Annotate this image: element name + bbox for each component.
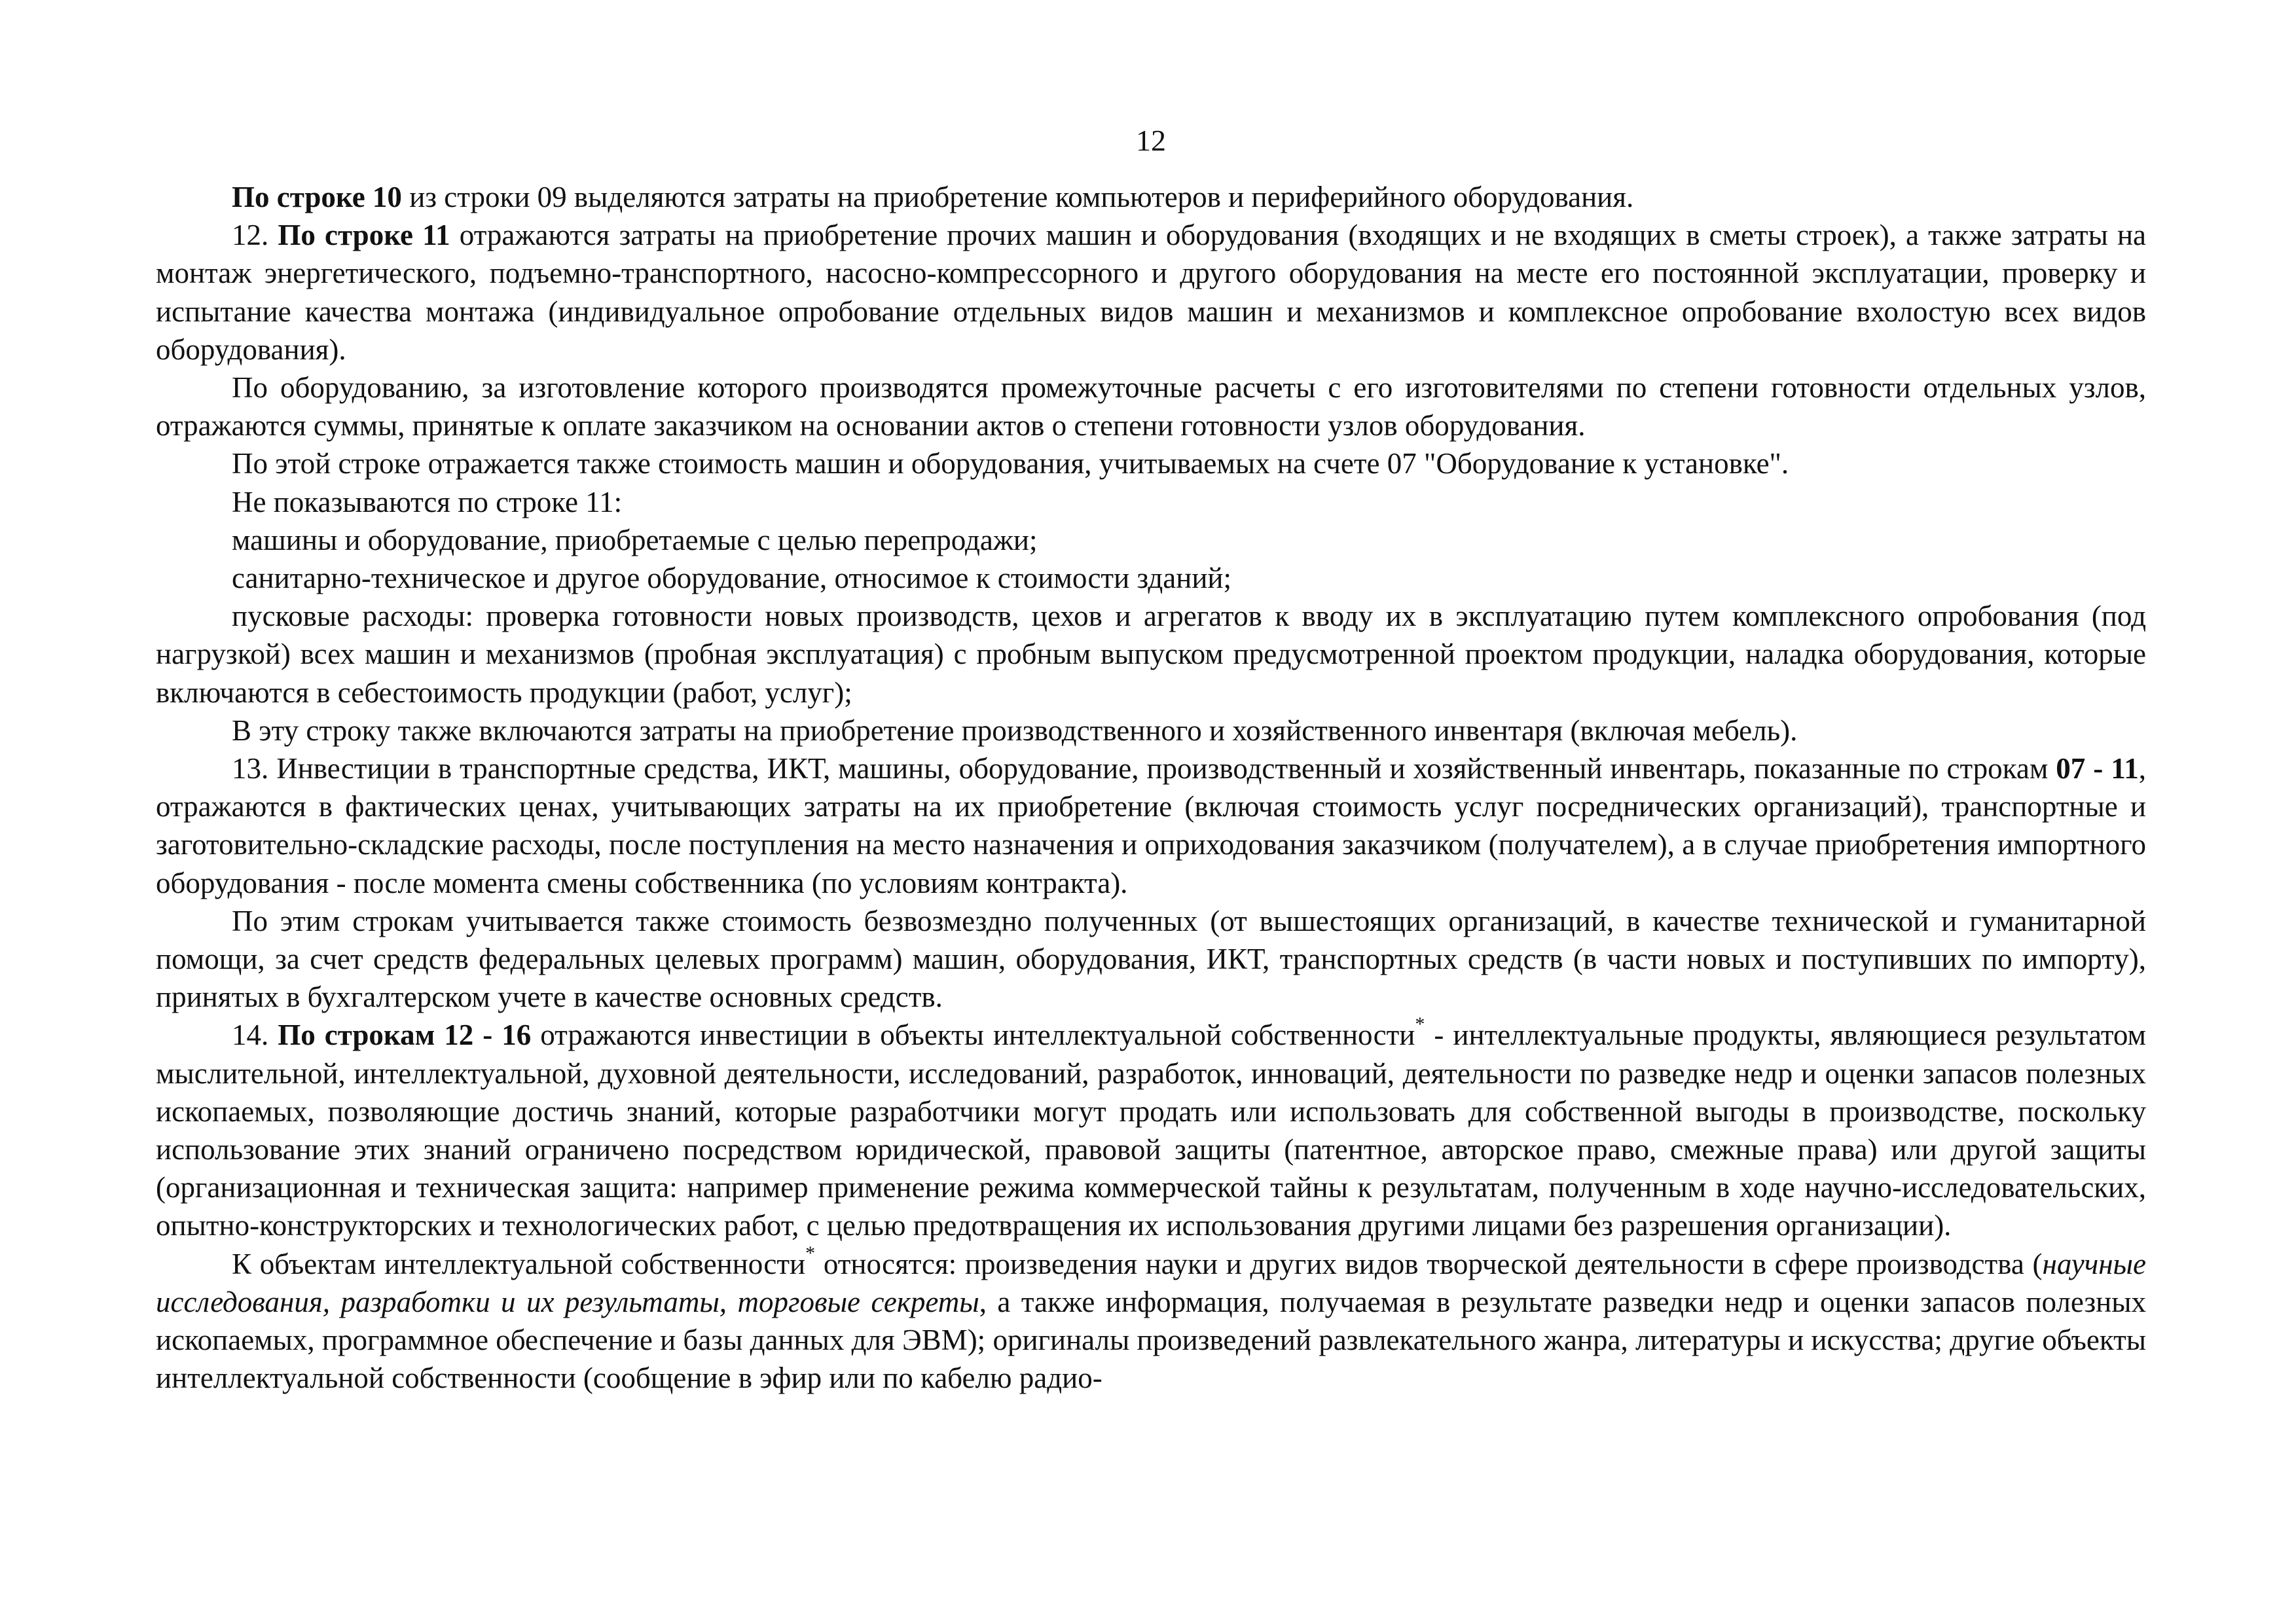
paragraph-line-10: По строке 10 из строки 09 выделяются затраты на приобретение компьютеров и периферийного оборудования. <box>232 181 1634 213</box>
list-item-resale: машины и оборудование, приобретаемые с целью перепродажи; <box>232 523 1038 556</box>
footnote-star-2: * <box>805 1242 816 1264</box>
paragraph-gratuitous: По этим строкам учитывается также стоимость безвозмездно полученных (от вышестоящих организаций, в качестве технической и гуманитарной помощи, за счет средств федеральных целевых программ) машин, оборудования, ИКТ, транспортных средств (в части новых и поступивших по импорту), принятых в бухгалтерском учете в качестве основных средств. <box>156 904 2146 1014</box>
list-item-startup-costs: пусковые расходы: проверка готовности новых производств, цехов и агрегатов к вводу их в эксплуатацию путем комплексного опробования (под нагрузкой) всех машин и механизмов (пробная эксплуатация) с пробным выпуском предусмотренной проектом продукции, наладка оборудования, которые включаются в себестоимость продукции (работ, услуг); <box>156 600 2146 709</box>
paragraph-not-shown: Не показываются по строке 11: <box>232 485 623 518</box>
list-item-sanitary: санитарно-техническое и другое оборудование, относимое к стоимости зданий; <box>232 562 1232 595</box>
paragraph-equipment-settlements: По оборудованию, за изготовление которого производятся промежуточные расчеты с его изготовителями по степени готовности отдельных узлов, отражаются суммы, принятые к оплате заказчиком на основании актов о степени готовности узлов оборудования. <box>156 371 2146 442</box>
document-page <box>156 0 2146 1624</box>
paragraph-ip-objects: К объектам интеллектуальной собственности* относятся: произведения науки и других видов творческой деятельности в сфере производства (научные исследования, разработки и их результаты, торговые секреты, а также информация, получаемая в результате разведки недр и оценки запасов полезных ископаемых, программное обеспечение и базы данных для ЭВМ); оригиналы произведений развлекательного жанра, литературы и искусства; другие объекты интеллектуальной собственности (сообщение в эфир или по кабелю радио- <box>156 1242 2146 1395</box>
bold-ref-line-11: По строке 11 <box>278 219 450 252</box>
italic-examples: научные исследования, разработки и их результаты, торговые секреты <box>156 1247 2146 1318</box>
bold-ref-line-10: По строке 10 <box>232 181 402 213</box>
paragraph-item-13: 13. Инвестиции в транспортные средства, ИКТ, машины, оборудование, производственный и хозяйственный инвентарь, показанные по строкам 07 - 11, отражаются в фактических ценах, учитывающих затраты на их приобретение (включая стоимость услуг посреднических организаций), транспортные и заготовительно-складские расходы, после поступления на место назначения и оприходования заказчиком (получателем), а в случае приобретения импортного оборудования - после момента смены собственника (по условиям контракта). <box>156 752 2146 899</box>
page-number: 12 <box>1136 124 1166 157</box>
document-body <box>156 178 2146 1398</box>
paragraph-inventory: В эту строку также включаются затраты на приобретение производственного и хозяйственного инвентаря (включая мебель). <box>232 713 1798 747</box>
footnote-star: * <box>1415 1013 1425 1036</box>
paragraph-account-07: По этой строке отражается также стоимость машин и оборудования, учитываемых на счете 07 "Оборудование к установке". <box>232 447 1789 480</box>
bold-ref-lines-12-16: По строкам 12 - 16 <box>278 1019 532 1052</box>
paragraph-item-14: 14. По строкам 12 - 16 отражаются инвестиции в объекты интеллектуальной собственности* - интеллектуальные продукты, являющиеся результатом мыслительной, интеллектуальной, духовной деятельности, исследований, разработок, инноваций, деятельности по разведке недр и оценки запасов полезных ископаемых, позволяющие достичь знаний, которые разработчики могут продать или использовать для собственной выгоды в производстве, поскольку использование этих знаний ограничено посредством юридической, правовой защиты (патентное, авторское право, смежные права) или другой защиты (организационная и техническая защита: например применение режима коммерческой тайны к результатам, полученным в ходе научно-исследовательских, опытно-конструкторских и технологических работ, с целью предотвращения их использования другими лицами без разрешения организации). <box>156 1013 2147 1242</box>
bold-ref-lines-07-11: 07 - 11 <box>2056 752 2139 785</box>
paragraph-item-12: 12. По строке 11 отражаются затраты на приобретение прочих машин и оборудования (входящих и не входящих в сметы строек), а также затраты на монтаж энергетического, подъемно-транспортного, насосно-компрессорного и другого оборудования на месте его постоянной эксплуатации, проверку и испытание качества монтажа (индивидуальное опробование отдельных видов машин и механизмов и комплексное опробование вхолостую всех видов оборудования). <box>156 219 2147 366</box>
